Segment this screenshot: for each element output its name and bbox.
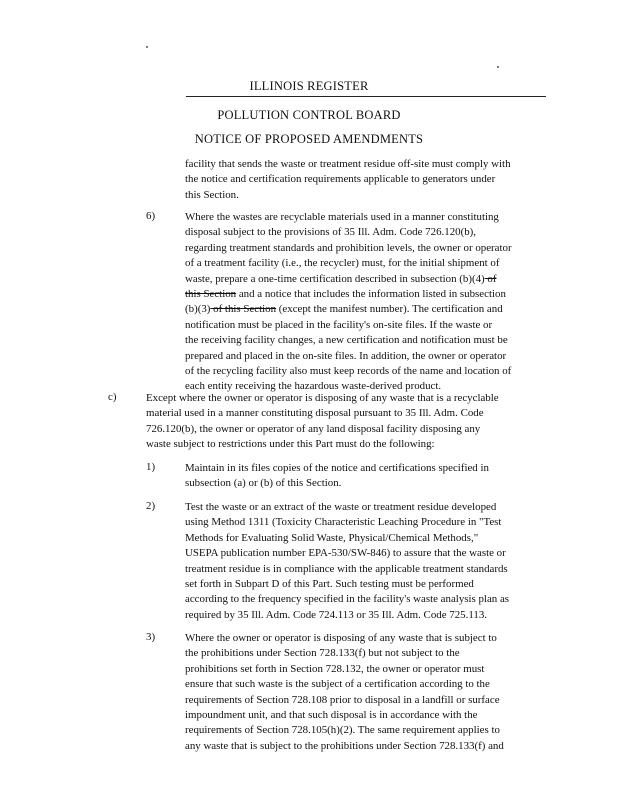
text-line — [185, 302, 560, 317]
deleted-text: this Section — [185, 288, 237, 301]
text-line: required by 35 Ill. Adm. Code 724.113 or 35 Ill. Adm. Code 725.113. — [185, 608, 487, 621]
register-title: ILLINOIS REGISTER — [249, 79, 369, 93]
item-number: 2) — [146, 500, 156, 512]
text-line: Methods for Evaluating Solid Waste, Physical/Chemical Methods," — [185, 531, 479, 544]
text-run: waste, prepare a one-time certification described in subsection (b)(4) — [185, 272, 485, 285]
scan-speck — [497, 66, 499, 68]
text-run: (except the manifest number). The certification and — [276, 303, 503, 316]
item-number: 1) — [146, 461, 156, 473]
header-rule — [186, 96, 546, 97]
text-line: set forth in Subpart D of this Part. Such testing must be performed — [185, 578, 474, 591]
text-line: facility that sends the waste or treatment residue off-site must comply with — [185, 158, 511, 170]
notice-title: NOTICE OF PROPOSED AMENDMENTS — [194, 132, 424, 146]
item-number: 6) — [146, 210, 156, 222]
text-line: requirements of Section 728.108 prior to disposal in a landfill or surface — [185, 693, 500, 706]
deleted-text: of this Section — [210, 303, 277, 316]
text-line: Except where the owner or operator is disposing of any waste that is a recyclable — [146, 392, 499, 404]
text-run: (b)(3) — [185, 303, 211, 316]
scan-speck — [146, 46, 148, 48]
text-line: Test the waste or an extract of the waste or treatment residue developed — [185, 501, 497, 513]
text-line: the receiving facility changes, a new certification and notification must be — [185, 334, 508, 347]
text-line: ensure that such waste is the subject of a certification according to the — [185, 678, 490, 691]
item-number: 3) — [146, 631, 156, 643]
text-line: requirements of Section 728.105(h)(2). The same requirement applies to — [185, 724, 500, 737]
text-line: prepared and placed in the on-site files. In addition, the owner or operator — [185, 349, 507, 362]
text-line: treatment residue is in compliance with the applicable treatment standards — [185, 562, 508, 575]
text-line: notification must be placed in the facility's on-site files. If the waste or — [185, 318, 493, 331]
text-line: the prohibitions under Section 728.133(f) but not subject to the — [185, 647, 460, 660]
item-6-paragraph — [185, 210, 560, 395]
text-line: prohibitions set forth in Section 728.132, the owner or operator must — [185, 662, 485, 675]
text-line: of a treatment facility (i.e., the recycler) must, for the initial shipment of — [185, 257, 500, 270]
text-line: each entity receiving the hazardous waste-derived product. — [185, 380, 442, 393]
item-letter: c) — [108, 391, 117, 403]
text-line: Where the wastes are recyclable materials used in a manner constituting — [185, 211, 499, 223]
text-line: using Method 1311 (Toxicity Characteristic Leaching Procedure in "Test — [185, 516, 502, 529]
text-line — [185, 287, 560, 302]
text-line: the notice and certification requirements applicable to generators under — [185, 173, 496, 186]
text-line: Where the owner or operator is disposing of any waste that is subject to — [185, 632, 497, 644]
text-line — [185, 272, 560, 287]
board-name: POLLUTION CONTROL BOARD — [217, 108, 401, 122]
text-line: material used in a manner constituting disposal pursuant to 35 Ill. Adm. Code — [146, 407, 484, 420]
text-line: impoundment unit, and that such disposal is in accordance with the — [185, 709, 478, 722]
sub-3-paragraph — [185, 631, 560, 754]
continued-paragraph — [185, 157, 555, 203]
text-line: waste subject to restrictions under this Part must do the following: — [146, 438, 435, 451]
text-line: 726.120(b), the owner or operator of any land disposal facility disposing any — [146, 422, 481, 435]
sub-1-paragraph — [185, 461, 560, 492]
text-run: and a notice that includes the information listed in subsection — [236, 288, 506, 301]
text-line: subsection (a) or (b) of this Section. — [185, 477, 342, 490]
text-line: Maintain in its files copies of the notice and certifications specified in — [185, 462, 489, 474]
item-c-paragraph — [146, 391, 558, 453]
sub-2-paragraph — [185, 500, 560, 623]
text-line: according to the frequency specified in the facility's waste analysis plan as — [185, 593, 510, 606]
text-line: USEPA publication number EPA-530/SW-846) to assure that the waste or — [185, 547, 506, 560]
text-line: this Section. — [185, 188, 239, 201]
text-line: regarding treatment standards and prohibition levels, the owner or operator — [185, 241, 512, 254]
deleted-text: of — [484, 272, 497, 285]
text-line: of the recycling facility also must keep records of the name and location of — [185, 365, 512, 378]
text-line: disposal subject to the provisions of 35 Ill. Adm. Code 726.120(b), — [185, 226, 476, 239]
text-line: any waste that is subject to the prohibitions under Section 728.133(f) and — [185, 739, 504, 752]
